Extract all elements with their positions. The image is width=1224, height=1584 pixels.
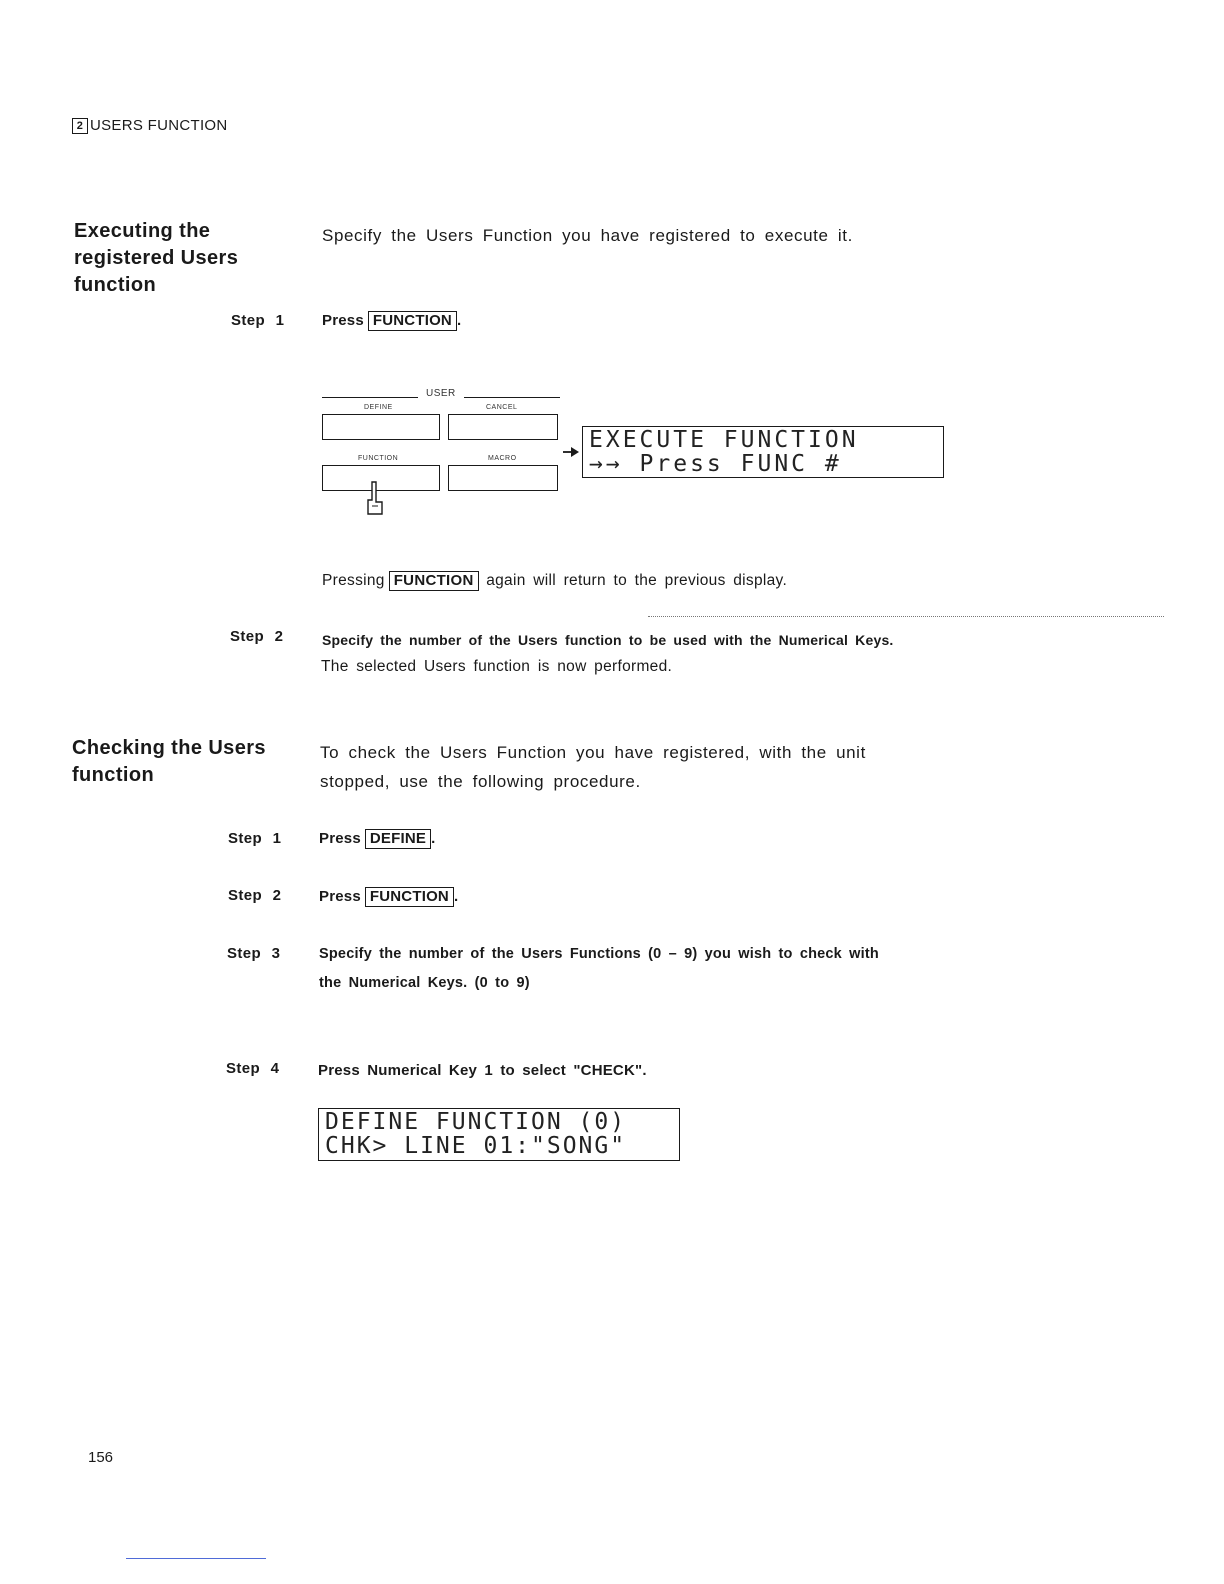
section2-title	[72, 735, 266, 789]
step-label: Step 2	[230, 628, 284, 645]
step-instruction	[319, 940, 879, 998]
lcd-line: →→ Press FUNC #	[589, 451, 842, 477]
step-instruction	[322, 306, 461, 335]
step-text: Press	[322, 312, 364, 329]
lcd-display-check	[318, 1108, 680, 1161]
define-label: DEFINE	[364, 404, 393, 411]
section1-title-line: function	[74, 274, 157, 296]
lcd-display-execute	[582, 426, 944, 478]
section2-intro	[320, 738, 866, 796]
decorative-line	[126, 1558, 266, 1559]
lcd-line: EXECUTE FUNCTION	[589, 427, 859, 453]
note-after: again will return to the previous display.	[486, 572, 788, 589]
note-before: Pressing	[322, 572, 385, 589]
step-instruction: Specify the number of the Users function to be used with the Numerical Keys.	[322, 632, 894, 648]
user-panel-illustration	[322, 384, 562, 524]
step-end: .	[431, 830, 436, 847]
cancel-button	[448, 414, 558, 440]
section1-title	[74, 218, 238, 299]
step-label: Step 4	[226, 1060, 280, 1077]
step-line: Specify the number of the Users Functions (0 – 9) you wish to check with	[319, 946, 879, 962]
separator	[648, 616, 1164, 617]
define-button	[322, 414, 440, 440]
arrow-right-icon	[561, 446, 581, 458]
step-label: Step 3	[227, 945, 281, 962]
step-label: Step 1	[231, 312, 285, 329]
step-text: Press	[319, 888, 361, 905]
section2-title-line: Checking the Users	[72, 737, 266, 759]
intro-line: stopped, use the following procedure.	[320, 772, 641, 791]
cancel-label: CANCEL	[486, 404, 518, 411]
define-key: DEFINE	[365, 829, 431, 849]
lcd-line: DEFINE FUNCTION (0)	[325, 1109, 627, 1135]
step-result: The selected Users function is now performed.	[321, 658, 673, 675]
lcd-line: CHK> LINE 01:"SONG"	[325, 1133, 627, 1159]
step-label: Step 1	[228, 830, 282, 847]
step-instruction	[319, 882, 458, 911]
step-label: Step 2	[228, 887, 282, 904]
panel-group-label: USER	[426, 388, 456, 399]
header-title: USERS FUNCTION	[90, 117, 228, 134]
section1-title-line: registered Users	[74, 247, 239, 269]
function-key: FUNCTION	[365, 887, 454, 907]
macro-button	[448, 465, 558, 491]
step-text: Press	[319, 830, 361, 847]
step-instruction: Press Numerical Key 1 to select "CHECK".	[318, 1062, 647, 1079]
pointing-hand-icon	[364, 480, 388, 518]
function-key: FUNCTION	[389, 571, 479, 591]
section1-intro: Specify the Users Function you have registered to execute it.	[322, 226, 853, 245]
step-line: the Numerical Keys. (0 to 9)	[319, 975, 530, 991]
page-header	[72, 117, 228, 134]
section1-title-line: Executing the	[74, 220, 211, 242]
function-label: FUNCTION	[358, 455, 399, 462]
page-number: 156	[88, 1449, 114, 1466]
step-instruction	[319, 824, 435, 853]
panel-rule	[322, 397, 418, 398]
chapter-mark: 2	[72, 118, 88, 134]
section2-title-line: function	[72, 764, 155, 786]
intro-line: To check the Users Function you have registered, with the unit	[320, 743, 866, 762]
step-end: .	[453, 888, 459, 905]
function-key: FUNCTION	[368, 311, 457, 331]
panel-rule	[464, 397, 560, 398]
macro-label: MACRO	[488, 455, 517, 462]
note-text	[322, 571, 787, 591]
step-end: .	[456, 312, 462, 329]
